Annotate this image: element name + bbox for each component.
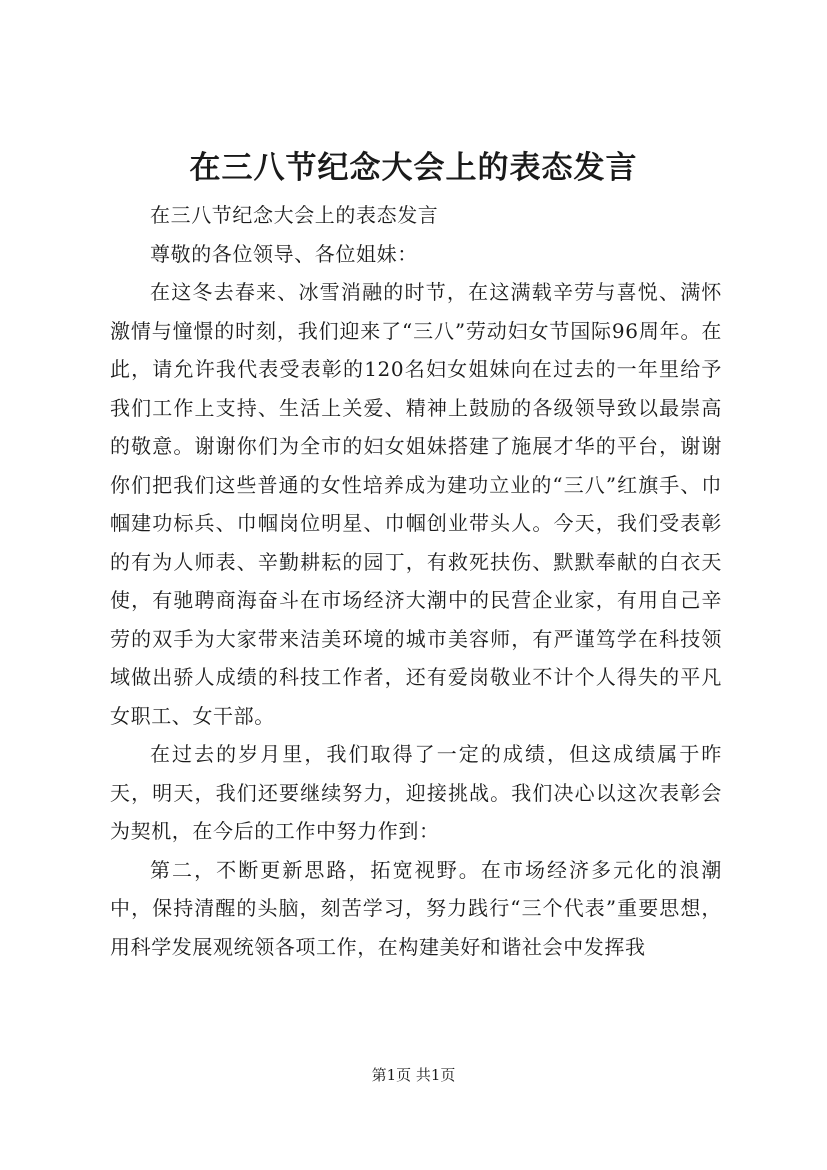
- paragraph: 在过去的岁月里，我们取得了一定的成绩，但这成绩属于昨天，明天，我们还要继续努力，迎接挑战。我们决心以这次表彰会为契机，在今后的工作中努力作到：: [110, 742, 722, 843]
- paragraph: 尊敬的各位领导、各位姐妹：: [150, 241, 418, 266]
- document-title: 在三八节纪念大会上的表态发言: [189, 150, 638, 186]
- paragraph: 在这冬去春来、冰雪消融的时节，在这满载辛劳与喜悦、满怀激情与憧憬的时刻，我们迎来了“三八”劳动妇女节国际96周年。在此，请允许我代表受表彰的120名妇女姐妹向在过去的一年里给予我们工作上支持、生活上关爱、精神上鼓励的各级领导致以最崇高的敬意。谢谢你们为全市的妇女姐妹搭建了施展才华的平台，谢谢你们把我们这些普通的女性培养成为建功立业的“三八”红旗手、巾帼建功标兵、巾帼岗位明星、巾帼创业带头人。今天，我们受表彰的有为人师表、辛勤耕耘的园丁，有救死扶伤、默默奉献的白衣天使，有驰聘商海奋斗在市场经济大潮中的民营企业家，有用自己辛劳的双手为大家带来洁美环境的城市美容师，有严谨笃学在科技领域做出骄人成绩的科技工作者，还有爱岗敬业不计个人得失的平凡女职工、女干部。: [110, 280, 722, 728]
- page-footer: 第1页 共1页: [371, 1066, 456, 1084]
- paragraph: 在三八节纪念大会上的表态发言: [150, 203, 439, 227]
- document-body: [110, 196, 722, 966]
- paragraph: 第二，不断更新思路，拓宽视野。在市场经济多元化的浪潮中，保持清醒的头脑，刻苦学习，努力践行“三个代表”重要思想，用科学发展观统领各项工作，在构建美好和谐社会中发挥我: [110, 857, 722, 959]
